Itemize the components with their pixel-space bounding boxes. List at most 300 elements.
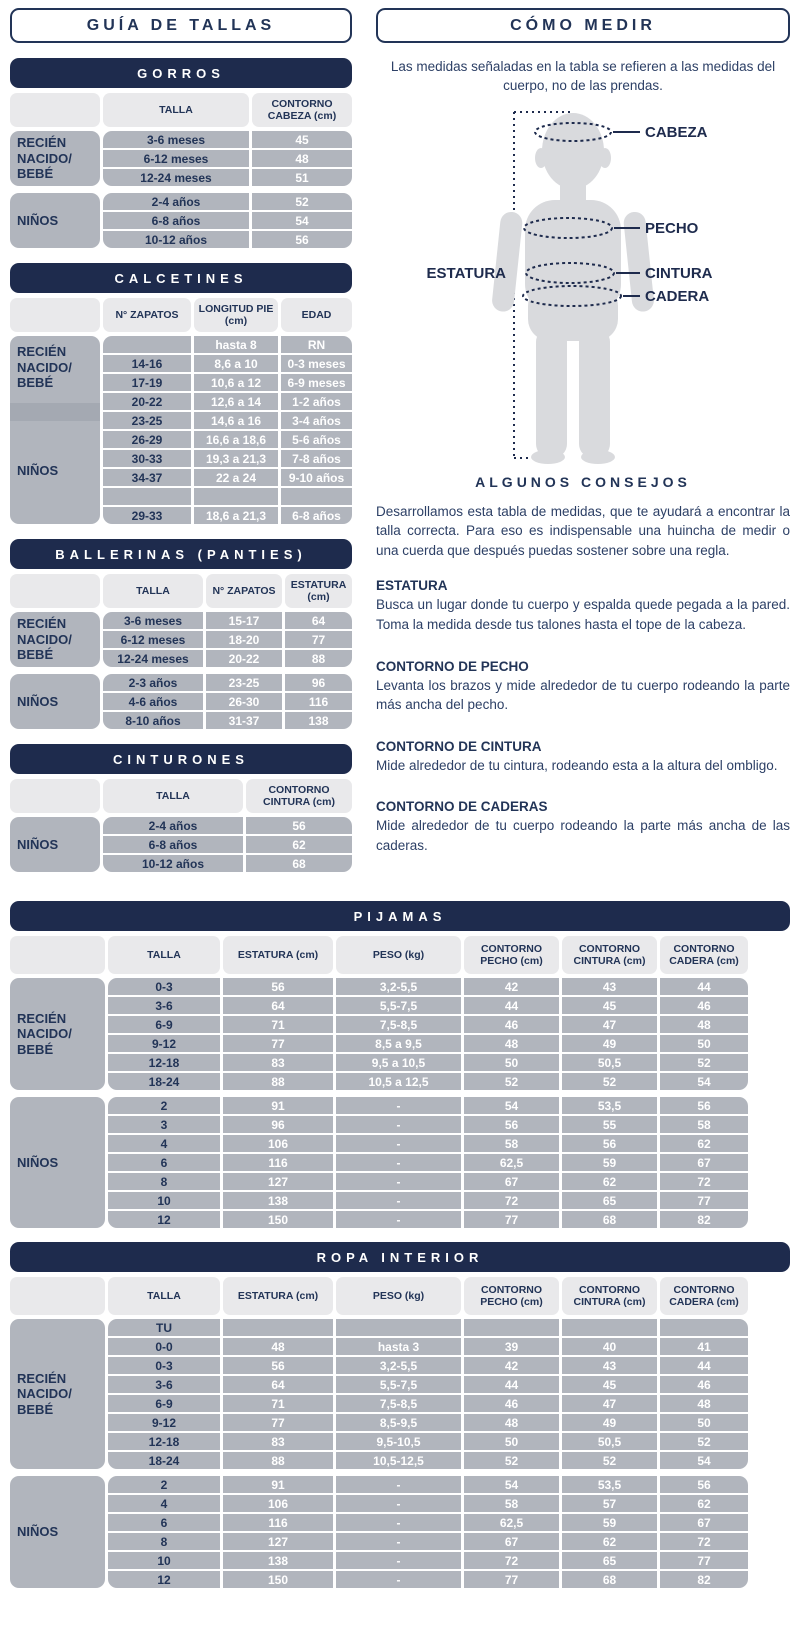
row-group (10, 1319, 790, 1469)
table-cell: 49 (562, 1414, 657, 1431)
table-cell: 64 (223, 997, 333, 1014)
row-group-label: NIÑOS (10, 817, 100, 872)
table-cell: 20-22 (206, 650, 282, 667)
table-cell: 18-24 (108, 1452, 220, 1469)
column-header: ESTATURA (cm) (223, 936, 333, 974)
table-cell: 9,5-10,5 (336, 1433, 461, 1450)
table-cell: 82 (660, 1211, 748, 1228)
row-group (10, 193, 352, 248)
column-header: PESO (kg) (336, 936, 461, 974)
column-header: TALLA (103, 779, 243, 813)
row-group (10, 612, 352, 667)
table-cell: 91 (223, 1097, 333, 1114)
table-row (108, 997, 748, 1014)
table-cell: 39 (464, 1338, 559, 1355)
cinturones-table (10, 744, 352, 872)
body-measure-diagram (376, 106, 736, 466)
table-cell: 19,3 a 21,3 (194, 450, 278, 467)
table-row (108, 1476, 748, 1493)
table-cell: 43 (562, 1357, 657, 1374)
table-cell: 48 (464, 1035, 559, 1052)
table-cell: 10 (108, 1552, 220, 1569)
table-row (108, 1135, 748, 1152)
table-cell: 50,5 (562, 1054, 657, 1071)
table-cell: 106 (223, 1135, 333, 1152)
table-cell: 16,6 a 18,6 (194, 431, 278, 448)
right-column (376, 8, 790, 887)
table-cell: 48 (660, 1016, 748, 1033)
table-cell: 14-16 (103, 355, 191, 372)
table-cell: 72 (660, 1173, 748, 1190)
table-cell: 2-4 años (103, 193, 249, 210)
table-cell: 23-25 (103, 412, 191, 429)
table-cell: 40 (562, 1338, 657, 1355)
table-cell: 72 (660, 1533, 748, 1550)
tip-text: Mide alrededor de tu cuerpo rodeando la parte más ancha de las caderas. (376, 818, 790, 853)
table-cell: 62 (562, 1173, 657, 1190)
table-row (103, 212, 352, 229)
table-cell: 12 (108, 1571, 220, 1588)
ropa-column-headers (10, 1277, 790, 1315)
table-cell: 65 (562, 1192, 657, 1209)
child-silhouette (491, 113, 655, 464)
group-label: NIÑOS (17, 462, 59, 478)
table-cell: 48 (464, 1414, 559, 1431)
table-cell: 3-6 (108, 997, 220, 1014)
table-row (103, 855, 352, 872)
table-cell: 29-33 (103, 507, 191, 524)
table-cell: 46 (464, 1016, 559, 1033)
table-cell: 56 (660, 1476, 748, 1493)
table-row (103, 355, 352, 372)
table-cell: - (336, 1533, 461, 1550)
cinturones-column-headers (10, 779, 352, 813)
table-cell: 138 (285, 712, 352, 729)
column-header: CONTORNO CINTURA (cm) (562, 1277, 657, 1315)
table-cell: 64 (285, 612, 352, 629)
column-header: CONTORNO CADERA (cm) (660, 936, 748, 974)
table-cell (464, 1319, 559, 1336)
cinturones-section-header: CINTURONES (10, 744, 352, 774)
table-cell (562, 1319, 657, 1336)
tip-estatura (376, 578, 790, 634)
table-cell: 15-17 (206, 612, 282, 629)
table-cell: 77 (660, 1192, 748, 1209)
table-row (108, 1533, 748, 1550)
table-cell: - (336, 1495, 461, 1512)
table-cell: - (336, 1154, 461, 1171)
table-cell: 45 (562, 997, 657, 1014)
table-cell: 58 (660, 1116, 748, 1133)
table-cell: 3-6 meses (103, 131, 249, 148)
table-cell: 0-3 (108, 1357, 220, 1374)
table-cell: 48 (252, 150, 352, 167)
row-group (10, 1476, 790, 1588)
table-cell: 96 (285, 674, 352, 691)
table-cell: 50 (464, 1054, 559, 1071)
table-cell: 88 (223, 1073, 333, 1090)
column-header: EDAD (281, 298, 352, 332)
table-cell: - (336, 1173, 461, 1190)
ballerinas-section-header: BALLERINAS (PANTIES) (10, 539, 352, 569)
group-label: RECIÉN NACIDO/ BEBÉ (17, 344, 72, 391)
tip-heading: CONTORNO DE CADERAS (376, 799, 548, 815)
table-cell: 2-4 años (103, 817, 243, 834)
table-cell: 50 (660, 1414, 748, 1431)
table-cell: - (336, 1211, 461, 1228)
pijamas-table (10, 901, 790, 1228)
table-cell: 3-6 meses (103, 612, 203, 629)
table-cell: 64 (223, 1376, 333, 1393)
table-cell: - (336, 1552, 461, 1569)
column-header: TALLA (108, 936, 220, 974)
table-cell: 62 (660, 1495, 748, 1512)
column-header: LONGITUD PIE (cm) (194, 298, 278, 332)
row-group-rows (108, 1476, 748, 1588)
table-row (108, 1173, 748, 1190)
table-cell: 56 (464, 1116, 559, 1133)
column-header-spacer (10, 1277, 105, 1315)
table-cell: 43 (562, 978, 657, 995)
row-group-rows (108, 978, 748, 1090)
table-cell: 6-12 meses (103, 631, 203, 648)
row-group-rows (103, 131, 352, 186)
table-cell: 1-2 años (281, 393, 352, 410)
row-group-rows (103, 674, 352, 729)
tip-heading: CONTORNO DE PECHO (376, 658, 529, 674)
tip-contorno-caderas (376, 799, 790, 855)
table-cell: 9-12 (108, 1035, 220, 1052)
table-cell: 6-9 (108, 1395, 220, 1412)
table-row (103, 674, 352, 691)
group-divider (10, 403, 100, 421)
table-cell: 56 (660, 1097, 748, 1114)
table-cell: 2 (108, 1476, 220, 1493)
table-cell: - (336, 1135, 461, 1152)
column-header: N° ZAPATOS (206, 574, 282, 608)
tip-text: Mide alrededor de tu cintura, rodeando esta a la altura del ombligo. (376, 757, 778, 773)
table-row (103, 488, 352, 505)
table-cell: 46 (660, 997, 748, 1014)
table-row (108, 1116, 748, 1133)
table-cell: 3,2-5,5 (336, 1357, 461, 1374)
column-header: TALLA (103, 93, 249, 127)
table-row (103, 469, 352, 486)
estatura-label: ESTATURA (426, 264, 506, 282)
table-row (103, 836, 352, 853)
table-cell: 116 (223, 1154, 333, 1171)
table-row (103, 507, 352, 524)
table-cell: 26-30 (206, 693, 282, 710)
table-cell: 96 (223, 1116, 333, 1133)
table-cell: 54 (464, 1097, 559, 1114)
table-cell: 77 (223, 1035, 333, 1052)
table-cell (336, 1319, 461, 1336)
calcetines-table (10, 263, 352, 524)
column-header: ESTATURA (cm) (285, 574, 352, 608)
table-cell: 3 (108, 1116, 220, 1133)
table-row (108, 1395, 748, 1412)
row-group (10, 978, 790, 1090)
table-row (103, 131, 352, 148)
table-cell: 54 (660, 1452, 748, 1469)
table-row (108, 1211, 748, 1228)
cadera-label: CADERA (645, 287, 710, 305)
table-cell: 127 (223, 1533, 333, 1550)
table-cell: 8 (108, 1533, 220, 1550)
size-guide-title: GUÍA DE TALLAS (10, 8, 352, 43)
table-row (108, 1016, 748, 1033)
table-cell: 44 (660, 1357, 748, 1374)
table-cell: hasta 8 (194, 336, 278, 353)
row-group-rows (108, 1097, 748, 1228)
table-cell: - (336, 1116, 461, 1133)
table-cell: 5,5-7,5 (336, 997, 461, 1014)
row-group (10, 336, 352, 524)
table-cell: 56 (223, 1357, 333, 1374)
table-cell: 9-12 (108, 1414, 220, 1431)
table-cell: 46 (464, 1395, 559, 1412)
table-row (108, 1154, 748, 1171)
table-row (103, 374, 352, 391)
row-group-label: NIÑOS (10, 1476, 105, 1588)
table-cell: 9-10 años (281, 469, 352, 486)
table-row (103, 393, 352, 410)
table-cell: 2-3 años (103, 674, 203, 691)
column-header: TALLA (108, 1277, 220, 1315)
table-row (103, 612, 352, 629)
table-row (108, 978, 748, 995)
table-row (108, 1319, 748, 1336)
row-group-label: RECIÉN NACIDO/ BEBÉ (10, 612, 100, 667)
row-group-rows (103, 193, 352, 248)
table-cell (281, 488, 352, 505)
table-cell: 10,5-12,5 (336, 1452, 461, 1469)
table-cell: 53,5 (562, 1476, 657, 1493)
table-cell: 18-20 (206, 631, 282, 648)
table-cell (660, 1319, 748, 1336)
table-cell: 59 (562, 1154, 657, 1171)
table-cell: 50 (660, 1035, 748, 1052)
row-group-rows (108, 1319, 748, 1469)
table-row (108, 1054, 748, 1071)
table-cell: 5-6 años (281, 431, 352, 448)
table-row (103, 712, 352, 729)
ropa-section-header: ROPA INTERIOR (10, 1242, 790, 1272)
table-cell: 6 (108, 1154, 220, 1171)
table-cell: 20-22 (103, 393, 191, 410)
row-group (10, 817, 352, 872)
table-cell: 83 (223, 1054, 333, 1071)
table-cell: 72 (464, 1192, 559, 1209)
row-group-label: RECIÉN NACIDO/ BEBÉ (10, 978, 105, 1090)
table-cell: 18,6 a 21,3 (194, 507, 278, 524)
table-cell: 52 (562, 1073, 657, 1090)
table-cell (223, 1319, 333, 1336)
table-cell: 88 (285, 650, 352, 667)
column-header: CONTORNO CINTURA (cm) (246, 779, 352, 813)
table-cell: 52 (660, 1054, 748, 1071)
gorros-column-headers (10, 93, 352, 127)
table-row (108, 1452, 748, 1469)
table-cell: 14,6 a 16 (194, 412, 278, 429)
ballerinas-table (10, 539, 352, 729)
table-cell: 7,5-8,5 (336, 1395, 461, 1412)
table-row (103, 336, 352, 353)
column-header-spacer (10, 936, 105, 974)
table-cell: 2 (108, 1097, 220, 1114)
table-cell: 58 (464, 1135, 559, 1152)
tip-text: Levanta los brazos y mide alrededor de tu cuerpo rodeando la parte más ancha del pecho. (376, 677, 790, 713)
table-cell: 77 (223, 1414, 333, 1431)
tips-intro-text: Desarrollamos esta tabla de medidas, que te ayudará a encontrar la talla correcta. Para eso es indispensable una huincha de medir o una cuerda que después puedas sostener sobre una regla. (376, 503, 790, 558)
table-cell: 6-8 años (281, 507, 352, 524)
table-cell (194, 488, 278, 505)
gorros-table (10, 58, 352, 248)
cintura-label: CINTURA (645, 264, 713, 282)
column-header: CONTORNO CADERA (cm) (660, 1277, 748, 1315)
table-cell: 50 (464, 1433, 559, 1450)
table-cell: 12,6 a 14 (194, 393, 278, 410)
column-header: CONTORNO PECHO (cm) (464, 1277, 559, 1315)
column-header: TALLA (103, 574, 203, 608)
table-cell: 46 (660, 1376, 748, 1393)
table-cell: 0-3 meses (281, 355, 352, 372)
table-cell: 42 (464, 978, 559, 995)
table-cell: 56 (252, 231, 352, 248)
table-row (103, 150, 352, 167)
table-cell: 18-24 (108, 1073, 220, 1090)
table-cell: 71 (223, 1016, 333, 1033)
column-header-spacer (10, 298, 100, 332)
tip-contorno-cintura (376, 739, 790, 776)
table-cell: 53,5 (562, 1097, 657, 1114)
table-cell: 56 (223, 978, 333, 995)
left-column (10, 8, 352, 887)
table-cell: 8-10 años (103, 712, 203, 729)
column-header-spacer (10, 574, 100, 608)
table-cell: 54 (660, 1073, 748, 1090)
table-cell: 6-9 (108, 1016, 220, 1033)
pijamas-section-header: PIJAMAS (10, 901, 790, 931)
table-cell: 67 (464, 1533, 559, 1550)
table-cell: 6 (108, 1514, 220, 1531)
table-cell: 138 (223, 1192, 333, 1209)
tips-title: ALGUNOS CONSEJOS (475, 473, 691, 490)
table-cell: 62 (562, 1533, 657, 1550)
table-cell: 54 (252, 212, 352, 229)
table-row (103, 231, 352, 248)
table-cell: 50,5 (562, 1433, 657, 1450)
table-cell: 62,5 (464, 1514, 559, 1531)
table-cell: 127 (223, 1173, 333, 1190)
row-group-label: NIÑOS (10, 193, 100, 248)
row-group-label (10, 336, 100, 524)
table-row (103, 631, 352, 648)
table-row (103, 412, 352, 429)
table-cell: 68 (562, 1571, 657, 1588)
table-cell: 17-19 (103, 374, 191, 391)
row-group-label: RECIÉN NACIDO/ BEBÉ (10, 1319, 105, 1469)
how-to-measure-title: CÓMO MEDIR (376, 8, 790, 43)
table-cell: 88 (223, 1452, 333, 1469)
table-cell: 77 (464, 1211, 559, 1228)
table-row (103, 169, 352, 186)
table-cell: 68 (246, 855, 352, 872)
calcetines-section-header: CALCETINES (10, 263, 352, 293)
table-cell: 9,5 a 10,5 (336, 1054, 461, 1071)
table-cell: 5,5-7,5 (336, 1376, 461, 1393)
column-header: CONTORNO PECHO (cm) (464, 936, 559, 974)
table-cell: 47 (562, 1016, 657, 1033)
table-cell: 47 (562, 1395, 657, 1412)
table-cell: 12-18 (108, 1433, 220, 1450)
table-row (108, 1414, 748, 1431)
table-cell: 45 (252, 131, 352, 148)
table-cell: 44 (464, 997, 559, 1014)
table-cell: 116 (285, 693, 352, 710)
top-two-columns (10, 8, 790, 887)
row-group-label: NIÑOS (10, 674, 100, 729)
table-row (108, 1571, 748, 1588)
table-cell: 52 (562, 1452, 657, 1469)
table-cell: 34-37 (103, 469, 191, 486)
table-cell: 42 (464, 1357, 559, 1374)
gorros-section-header: GORROS (10, 58, 352, 88)
table-cell: 91 (223, 1476, 333, 1493)
table-cell: 3,2-5,5 (336, 978, 461, 995)
measure-intro-text: Las medidas señaladas en la tabla se refieren a las medidas del cuerpo, no de las prendas. (390, 59, 776, 93)
table-cell: 116 (223, 1514, 333, 1531)
row-group (10, 674, 352, 729)
table-cell: 72 (464, 1552, 559, 1569)
cabeza-label: CABEZA (645, 123, 708, 141)
table-cell: 48 (223, 1338, 333, 1355)
column-header: N° ZAPATOS (103, 298, 191, 332)
table-cell: 8,6 a 10 (194, 355, 278, 372)
table-cell: 6-8 años (103, 836, 243, 853)
table-cell: - (336, 1571, 461, 1588)
table-cell: 10-12 años (103, 855, 243, 872)
table-cell: 55 (562, 1116, 657, 1133)
table-cell: 0-0 (108, 1338, 220, 1355)
table-cell: 58 (464, 1495, 559, 1512)
column-header-spacer (10, 93, 100, 127)
column-header-spacer (10, 779, 100, 813)
row-group (10, 131, 352, 186)
table-row (108, 1192, 748, 1209)
table-cell: 8,5-9,5 (336, 1414, 461, 1431)
table-row (108, 1514, 748, 1531)
column-header: ESTATURA (cm) (223, 1277, 333, 1315)
table-row (108, 1097, 748, 1114)
table-cell: 44 (660, 978, 748, 995)
table-row (108, 1073, 748, 1090)
tip-heading: CONTORNO DE CINTURA (376, 738, 542, 754)
table-cell: 82 (660, 1571, 748, 1588)
table-row (103, 693, 352, 710)
table-cell: RN (281, 336, 352, 353)
table-cell: 62 (660, 1135, 748, 1152)
table-cell: 150 (223, 1211, 333, 1228)
table-cell: 52 (464, 1073, 559, 1090)
table-cell: 23-25 (206, 674, 282, 691)
table-cell: 3-4 años (281, 412, 352, 429)
column-header: CONTORNO CABEZA (cm) (252, 93, 352, 127)
row-group-rows (103, 612, 352, 667)
column-header: PESO (kg) (336, 1277, 461, 1315)
table-cell: 6-12 meses (103, 150, 249, 167)
